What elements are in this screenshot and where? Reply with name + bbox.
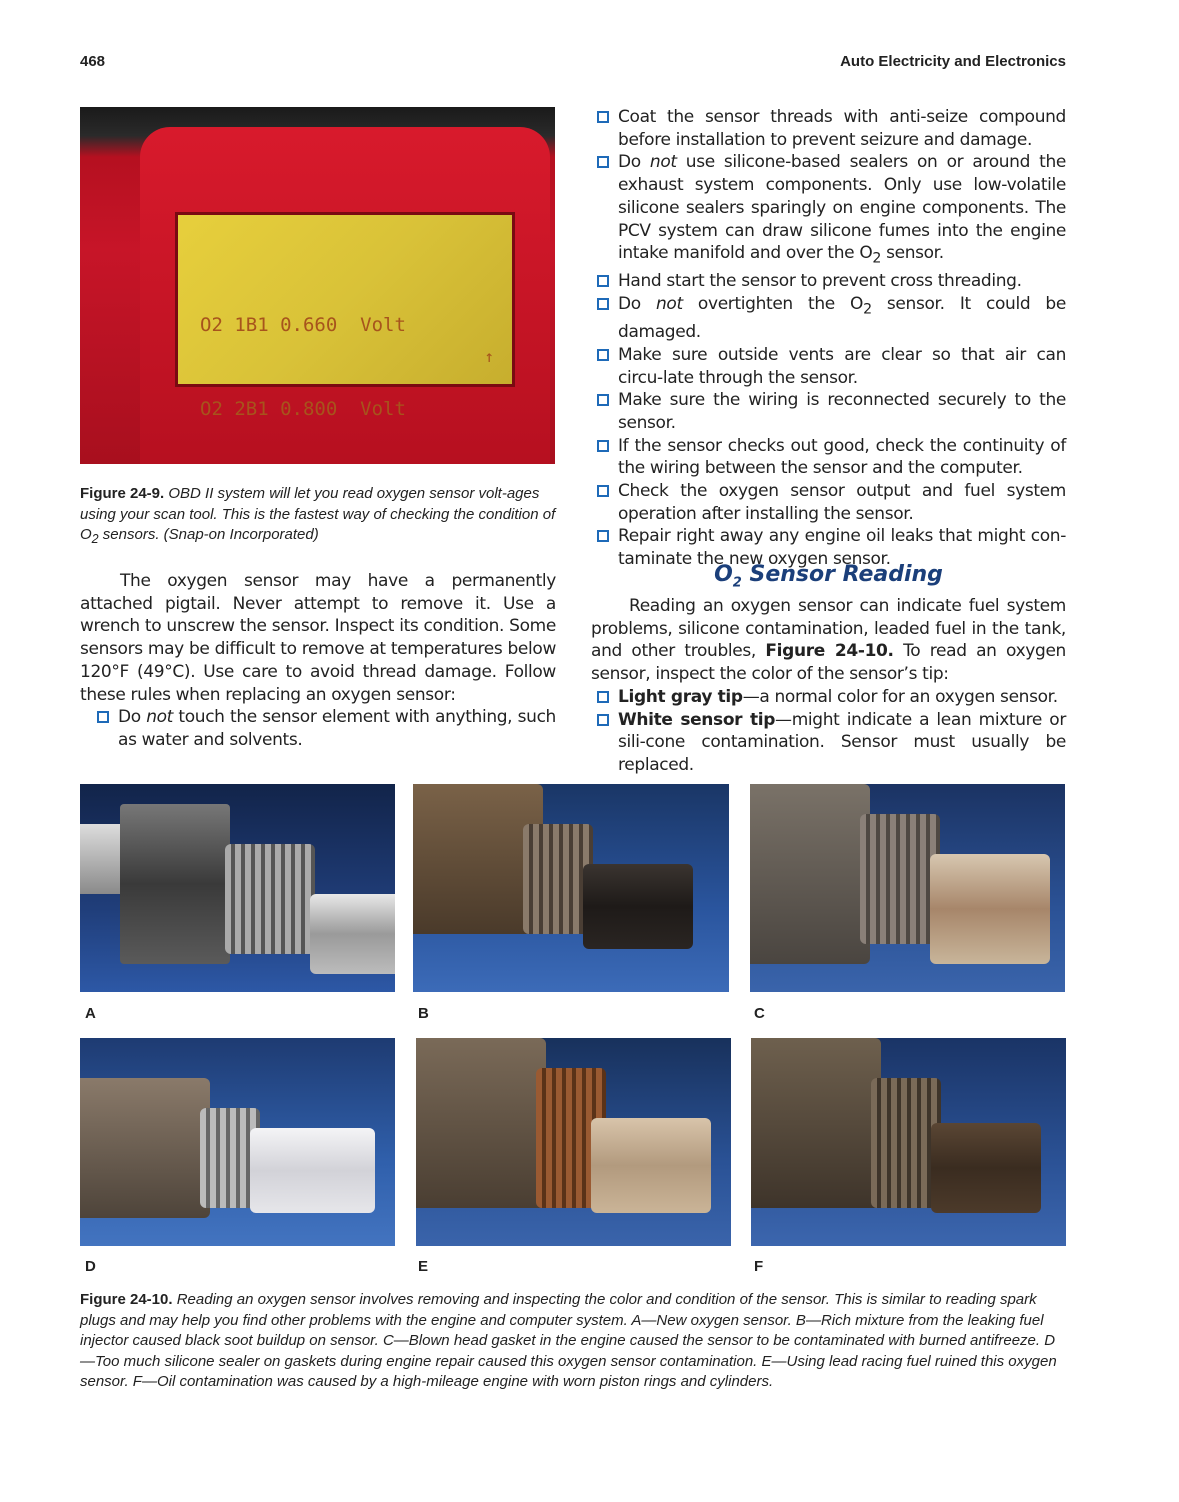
list-item: Coat the sensor threads with anti-seize compound before installation to prevent seizure and damage.	[591, 106, 1066, 151]
checkbox-bullet-icon	[597, 394, 609, 406]
list-item: Do not touch the sensor element with anything, such as water and solvents.	[80, 706, 556, 751]
photo-a-new-sensor	[80, 784, 395, 992]
list-item: White sensor tip—might indicate a lean mixture or sili-cone contamination. Sensor must usually be replaced.	[591, 709, 1066, 777]
list-item: Check the oxygen sensor output and fuel system operation after installing the sensor.	[591, 480, 1066, 525]
list-item: Hand start the sensor to prevent cross threading.	[591, 270, 1066, 293]
checkbox-bullet-icon	[597, 691, 609, 703]
list-item: Do not use silicone-based sealers on or around the exhaust system components. Only use low-volatile silicone sealers sparingly on engine components. The PCV system can draw silicone fumes into the engine intake manifold and over the $O_2$ sensor.	[591, 151, 1066, 270]
checkbox-bullet-icon	[597, 530, 609, 542]
panel-label: A	[85, 1005, 96, 1022]
section-body	[591, 595, 1066, 777]
panel-label: C	[754, 1005, 765, 1022]
scan-tool-photo	[80, 107, 555, 464]
scroll-up-arrow-icon: ↑	[484, 347, 494, 366]
checkbox-bullet-icon	[597, 485, 609, 497]
checkbox-bullet-icon	[597, 440, 609, 452]
lcd-line: O2 1B1 0.660 Volt	[200, 314, 406, 336]
figure-24-9-caption: Figure 24-9. OBD II system will let you read oxygen sensor volt-ages using your scan tool. This is the fastest way of checking the condition of $O_2$ sensors. (Snap-on Incorporated)	[80, 485, 556, 546]
list-item: If the sensor checks out good, check the continuity of the wiring between the sensor and the computer.	[591, 435, 1066, 480]
left-column	[80, 570, 556, 752]
checkbox-bullet-icon	[597, 111, 609, 123]
panel-label: B	[418, 1005, 429, 1022]
checkbox-bullet-icon	[597, 156, 609, 168]
body-paragraph: The oxygen sensor may have a permanently attached pigtail. Never attempt to remove it. Use a wrench to unscrew the sensor. Inspect its condition. Some sensors may be difficult to remove at temperatures below 120°F (49°C). Use care to avoid thread damage. Follow these rules when replacing an oxygen sensor:	[80, 571, 556, 705]
right-column-list	[591, 106, 1066, 571]
list-item: Do not overtighten the $O_2$ sensor. It could be damaged.	[591, 293, 1066, 344]
checkbox-bullet-icon	[97, 711, 109, 723]
list-item: Make sure the wiring is reconnected securely to the sensor.	[591, 389, 1066, 434]
panel-label: F	[754, 1258, 764, 1275]
checkbox-bullet-icon	[597, 714, 609, 726]
figure-reference: Figure 24-10.	[765, 641, 894, 662]
panel-label: D	[85, 1258, 96, 1275]
photo-b-soot-sensor	[413, 784, 729, 992]
checkbox-bullet-icon	[597, 349, 609, 361]
running-header: Auto Electricity and Electronics	[840, 53, 1066, 70]
figure-24-10-caption: Figure 24-10. Reading an oxygen sensor involves removing and inspecting the color and condition of the sensor. This is similar to reading spark plugs and may help you find other problems with the engine and computer system. A—New oxygen sensor. B—Rich mixture from the leaking fuel injector caused black soot buildup on sensor. C—Blown head gasket in the engine caused the sensor to be contaminated with burned antifreeze. D—Too much silicone sealer on gaskets during engine repair caused this oxygen sensor contamination. E—Using lead racing fuel ruined this oxygen sensor. F—Oil contamination was caused by a high-mileage engine with worn piston rings and cylinders.	[80, 1291, 1057, 1390]
checkbox-bullet-icon	[597, 298, 609, 310]
photo-c-antifreeze-sensor	[750, 784, 1065, 992]
checkbox-bullet-icon	[597, 275, 609, 287]
figure-label: Figure 24-10.	[80, 1291, 173, 1308]
list-item: Make sure outside vents are clear so that air can circu-late through the sensor.	[591, 344, 1066, 389]
photo-f-oil-sensor	[751, 1038, 1066, 1246]
figure-label: Figure 24-9.	[80, 485, 165, 502]
photo-e-lead-sensor	[416, 1038, 731, 1246]
page-number: 468	[80, 53, 106, 70]
photo-d-silicone-sensor	[80, 1038, 395, 1246]
section-heading: $O_2$ Sensor Reading	[714, 562, 943, 591]
list-item: Light gray tip—a normal color for an oxygen sensor.	[591, 686, 1066, 709]
list-item: Repair right away any engine oil leaks that might con-taminate the new oxygen sensor.	[591, 525, 1066, 570]
lcd-screen	[175, 212, 515, 420]
lcd-line: O2 2B1 0.800 Volt	[200, 398, 406, 420]
body-paragraph: Reading an oxygen sensor can indicate fuel system problems, silicone contamination, leaded fuel in the tank, and other troubles, Figure 24-10. To read an oxygen sensor, inspect the color of the sensor’s tip:	[591, 596, 1066, 685]
panel-label: E	[418, 1258, 429, 1275]
